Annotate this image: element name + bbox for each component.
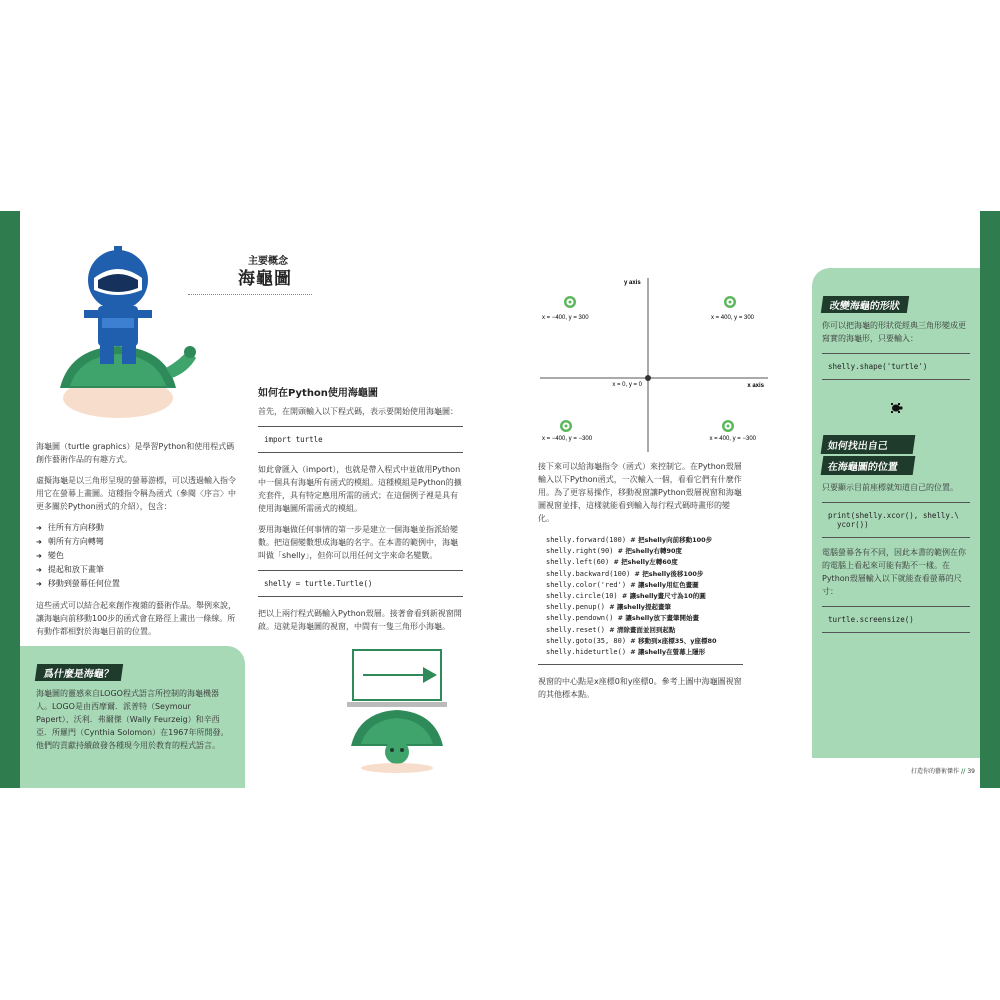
- code-import: import turtle: [258, 426, 463, 453]
- page-title: 海龜圖: [238, 269, 292, 289]
- how-to-heading: 如何在Python使用海龜圖: [258, 388, 378, 399]
- code-line: [546, 535, 735, 546]
- turtle-window-illustration: [345, 646, 450, 774]
- code-comment: # 把shelly向前移動100步: [630, 536, 713, 544]
- screensize-text: 電腦螢幕各有不同，因此本書的範例在你的電腦上看起來可能有點不一樣。在Python殼層輸入以下就能查看螢幕的尺寸：: [822, 548, 966, 596]
- footer-label: 打造你的藝術傑作: [910, 768, 959, 775]
- intro-paragraph-3: 這些函式可以結合起來創作複雜的藝術作品。舉例來說，讓海龜向前移動100步的函式會在路徑上畫出一條線。所有動作都相對於海龜目前的位置。: [36, 601, 236, 636]
- code-statement: shelly.backward(100): [546, 569, 635, 578]
- code-comment: # 讓shelly用紅色畫圖: [630, 580, 699, 589]
- how-to-paragraph-2: 如此會匯入（import），也就是帶入程式中並啟用Python中一個具有海龜所有函式的模組。這種模組是Python的擴充套件，具有特定應用所需的函式；在這個例子裡是具有使用海龜圖所需函式的模組。: [258, 465, 462, 513]
- code-comment: # 讓shelly在螢幕上隱形: [630, 648, 706, 657]
- code-line: [546, 569, 735, 580]
- command-code-list: [538, 529, 743, 665]
- find-position-tag-line-1: 如何找出自己: [821, 435, 916, 454]
- list-item: ➜ 往所有方向移動: [36, 521, 241, 535]
- right-page-edge: [980, 211, 1000, 788]
- code-statement: shelly.forward(100): [546, 536, 631, 544]
- footer-slash: //: [960, 768, 966, 775]
- intro-paragraph-2: 虛擬海龜是以三角形呈現的螢幕游標，可以透過輸入指令用它在螢幕上畫圖。這種指令稱為函式（參閱〈序言〉中更多關於Python函式的介紹），包含：: [36, 476, 236, 511]
- list-item: ➜ 變色: [36, 549, 241, 563]
- code-statement: shelly.circle(10): [546, 592, 622, 601]
- code-comment: # 讓shelly畫尺寸為10的圓: [621, 592, 706, 601]
- left-page-edge: [0, 211, 20, 788]
- title-divider: [188, 294, 312, 295]
- code-line: [546, 636, 735, 647]
- find-position-tag-line-2: 在海龜圖的位置: [821, 456, 916, 475]
- turtle-shape-icon: [822, 402, 970, 417]
- target-icon: [569, 301, 572, 304]
- change-shape-tag: 改變海龜的形狀: [821, 296, 909, 313]
- how-to-paragraph-4: 把以上兩行程式碼輸入Python殼層。接著會看到新視窗開啟。這就是海龜圖的視窗，中間有一隻三角形小海龜。: [258, 609, 462, 631]
- code-comment: # 清除畫面並回到起點: [609, 625, 676, 634]
- code-statement: shelly.color('red'): [546, 580, 631, 589]
- coordinate-diagram: [538, 276, 768, 452]
- code-line: [546, 625, 735, 636]
- page-footer: [885, 766, 975, 775]
- code-create-turtle: shelly = turtle.Turtle(): [258, 570, 463, 597]
- x-axis-label: x axis: [747, 383, 764, 389]
- code-comment: # 把shelly後移100步: [634, 569, 704, 578]
- find-position-text: 只要顯示目前座標就知道自己的位置。: [822, 483, 958, 492]
- intro-paragraph-1: 海龜圖（turtle graphics）是學習Python和使用程式碼創作藝術作品的有趣方式。: [36, 442, 235, 464]
- point-label: x = −400, y = 300: [542, 315, 589, 321]
- code-line: [546, 613, 735, 624]
- how-to-paragraph-1: 首先，在開頭輸入以下程式碼，表示要開始使用海龜圖：: [258, 407, 458, 416]
- code-statement: shelly.right(90): [546, 547, 618, 556]
- tips-box: [812, 268, 980, 758]
- code-comment: # 把shelly右轉90度: [617, 547, 683, 556]
- code-statement: shelly.left(60): [546, 558, 614, 567]
- function-list: [36, 521, 241, 591]
- column-intro: [36, 440, 241, 646]
- change-shape-text: 你可以把海龜的形狀從經典三角形變成更寫實的海龜形，只要輸入：: [822, 321, 966, 343]
- y-axis-label: y axis: [624, 280, 641, 286]
- point-label: x = 400, y = −300: [709, 436, 756, 442]
- code-statement: shelly.hideturtle(): [546, 648, 631, 657]
- code-line: [546, 602, 735, 613]
- code-line: [546, 647, 735, 658]
- code-comment: # 讓shelly放下畫筆開始畫: [617, 614, 699, 623]
- code-line: [546, 557, 735, 568]
- robot-on-turtle-illustration: [40, 238, 200, 418]
- list-item: ➜ 朝所有方向轉彎: [36, 535, 241, 549]
- code-line: [546, 591, 735, 602]
- list-item: ➜ 移動到螢幕任何位置: [36, 577, 241, 591]
- code-shape: shelly.shape('turtle'): [822, 353, 970, 380]
- point-label: x = −400, y = −300: [542, 436, 593, 442]
- code-screensize: turtle.screensize(): [822, 606, 970, 633]
- code-comment: # 把shelly左轉60度: [613, 558, 678, 567]
- why-turtle-box: [20, 646, 245, 788]
- code-statement: shelly.goto(35, 80): [546, 636, 631, 645]
- point-label: x = 400, y = 300: [710, 315, 754, 321]
- code-line: [546, 580, 735, 591]
- code-comment: # 讓shelly提起畫筆: [609, 603, 672, 612]
- code-statement: shelly.pendown(): [546, 614, 618, 623]
- target-icon: [729, 301, 732, 304]
- section-kicker: 主要概念: [248, 256, 288, 267]
- commands-paragraph-2: 視窗的中心點是x座標0和y座標0。參考上圖中海龜圖視窗的其他標本點。: [538, 677, 742, 700]
- why-turtle-tag: 爲什麼是海龜？: [35, 664, 123, 681]
- target-icon: [727, 425, 730, 428]
- column-commands: [538, 460, 743, 701]
- target-icon: [565, 425, 568, 428]
- code-statement: shelly.penup(): [546, 603, 610, 612]
- origin-point: [645, 375, 651, 381]
- code-comment: # 移動到x座標35、y座標80: [630, 636, 717, 645]
- list-item: ➜ 提起和放下畫筆: [36, 563, 241, 577]
- origin-label: x = 0, y = 0: [612, 382, 642, 388]
- code-position: print(shelly.xcor(), shelly.\ ycor()): [822, 502, 970, 538]
- code-line: [546, 546, 735, 557]
- page-number: 39: [967, 768, 975, 775]
- commands-paragraph-1: 接下來可以給海龜指令（函式）來控制它。在Python殼層輸入以下Python函式，一次輸入一個，看看它們有什麼作用。為了更容易操作，移動視窗讓Python殼層視窗和海龜圖視窗並排，這樣就能看到輸入每行程式碼時畫形的變化。: [538, 462, 742, 523]
- why-turtle-text: 海龜圖的靈感來自LOGO程式語言所控制的海龜機器人。LOGO是由西摩爾．派普特（Seymour Papert）、沃利．弗爾傑（Wally Feurzeig）和辛西亞．所羅門（Cynthia Solomon）在1967年所開發。他們的貢獻持續啟發各種現今用於教育的程式語言。: [36, 689, 229, 750]
- code-statement: shelly.reset(): [546, 625, 610, 634]
- column-how-to: [258, 384, 463, 641]
- how-to-paragraph-3: 要用海龜做任何事情的第一步是建立一個海龜並指派給變數。把這個變數想成海龜的名字。在本書的範例中，海龜叫做「shelly」，但你可以用任何文字來命名變數。: [258, 525, 458, 560]
